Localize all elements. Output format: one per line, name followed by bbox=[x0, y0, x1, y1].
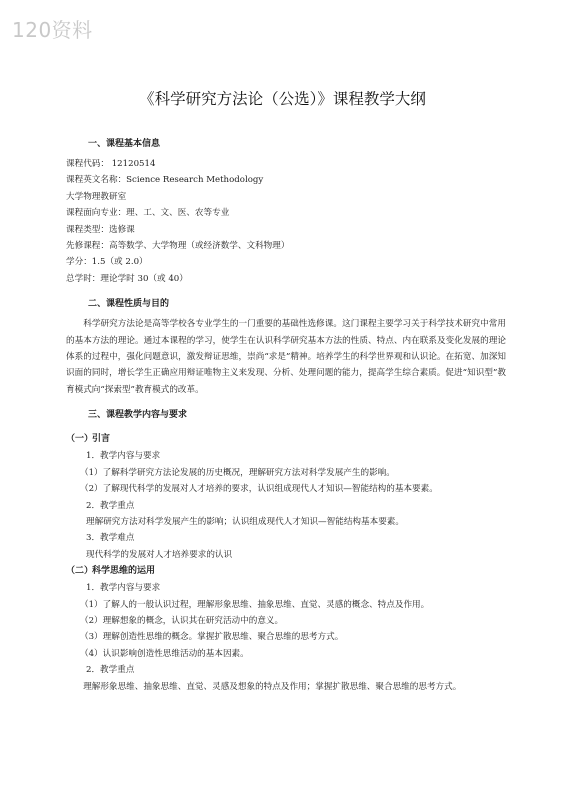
part-title: 科学思维的运用 bbox=[92, 566, 156, 577]
document-body bbox=[66, 136, 506, 695]
course-code: 课程代码： 12120514 bbox=[66, 159, 156, 169]
list-item: 3．教学难点 bbox=[86, 533, 135, 544]
credits: 学分：1.5（或 2.0） bbox=[66, 257, 148, 268]
total-hours: 总学时：理论学时 30（或 40） bbox=[66, 273, 188, 284]
list-item: （2）了解现代科学的发展对人才培养的要求，认识组成现代人才知识—智能结构的基本要素。 bbox=[80, 484, 438, 495]
list-item: （4）认识影响创造性思维活动的基本因素。 bbox=[80, 648, 249, 659]
list-item: （2）理解想象的概念，认识其在研究活动中的意义。 bbox=[80, 615, 284, 626]
list-item: （3）理解创造性思维的概念。掌握扩散思维、聚合思维的思考方式。 bbox=[80, 632, 344, 643]
list-item: （1）了解科学研究方法论发展的历史概况，理解研究方法对科学发展产生的影响。 bbox=[80, 467, 395, 478]
document-title: 《科学研究方法论（公选）》课程教学大纲 bbox=[139, 90, 426, 108]
department: 大学物理教研室 bbox=[66, 191, 127, 202]
watermark: 120资料 bbox=[12, 18, 93, 42]
part-number: （二） bbox=[66, 566, 94, 577]
nature-paragraph: 科学研究方法论是高等学校各专业学生的一门重要的基础性选修课。这门课程主要学习关于科学技术研究中常用的基本方法的理论。通过本课程的学习，使学生在认识科学研究基本方法的性质、特点、内在联系及变化发展的理论体系的过程中，强化问题意识，激发辩证思维，崇尚“求是”精神。培养学生的科学世界观和认识论。在拓宽、加深知识面的同时，增长学生正确应用辩证唯物主义来发现、分析、处理问题的能力，提高学生综合素质。促进“知识型”教育模式向“探索型”教育模式的改革。 bbox=[66, 319, 506, 395]
part-heading-intro bbox=[66, 431, 506, 448]
course-type: 课程类型：选修课 bbox=[66, 224, 135, 235]
section-heading-content: 三、课程教学内容与要求 bbox=[88, 410, 188, 421]
list-item: 现代科学的发展对人才培养要求的认识 bbox=[86, 549, 233, 560]
prerequisites: 先修课程：高等数学、大学物理（或经济数学、文科物理） bbox=[66, 241, 290, 252]
part-heading-thinking bbox=[66, 563, 506, 580]
list-item: 2．教学重点 bbox=[86, 665, 135, 676]
list-item: 理解形象思维、抽象思维、直觉、灵感及想象的特点及作用；掌握扩散思维、聚合思维的思考方式。 bbox=[83, 681, 462, 692]
target-majors: 课程面向专业：理、工、文、医、农等专业 bbox=[66, 208, 230, 219]
part-number: （一） bbox=[66, 434, 94, 445]
list-item: 1．教学内容与要求 bbox=[86, 583, 161, 594]
list-item: 理解研究方法对科学发展产生的影响；认识组成现代人才知识—智能结构基本要素。 bbox=[86, 516, 404, 527]
course-english-name: 课程英文名称：Science Research Methodology bbox=[66, 175, 264, 186]
list-item: （1）了解人的一般认识过程，理解形象思维、抽象思维、直觉、灵感的概念、特点及作用。 bbox=[80, 599, 430, 610]
section-heading-basic-info: 一、课程基本信息 bbox=[88, 139, 161, 149]
section-heading-nature: 二、课程性质与目的 bbox=[88, 299, 170, 310]
part-title: 引言 bbox=[92, 434, 111, 445]
list-item: 2．教学重点 bbox=[86, 500, 135, 511]
list-item: 1．教学内容与要求 bbox=[86, 451, 161, 462]
